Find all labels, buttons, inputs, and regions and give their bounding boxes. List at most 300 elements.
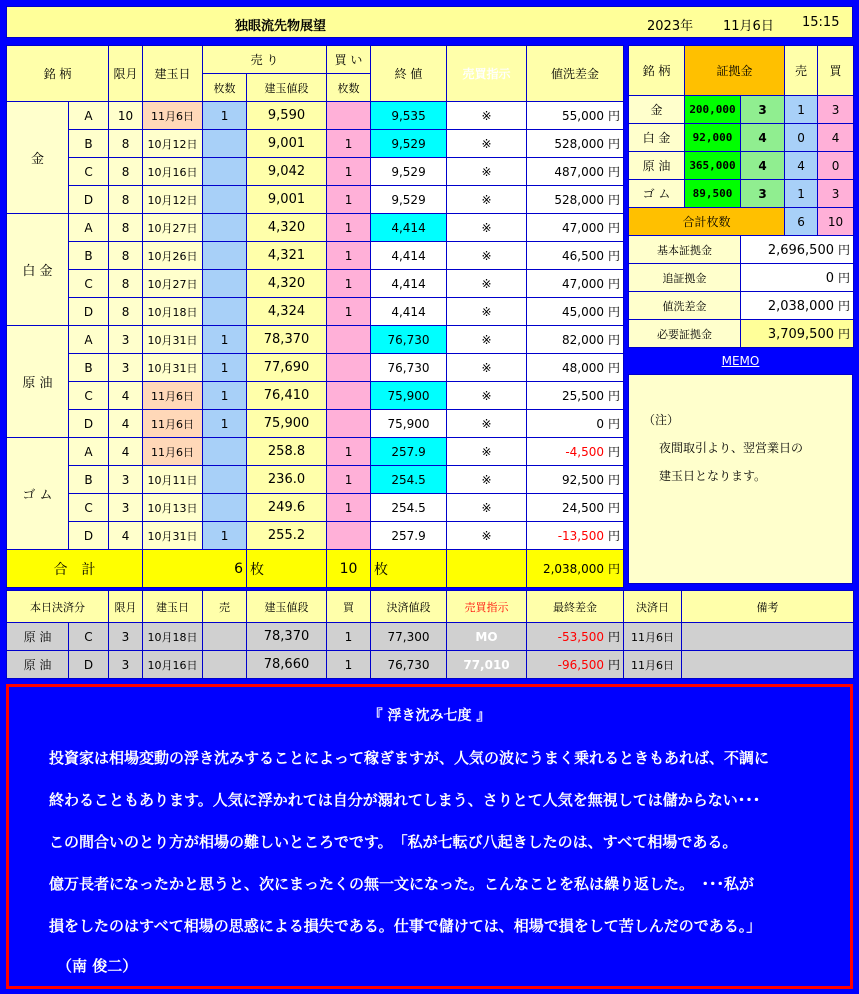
diff-amount: 45,000 [562, 305, 605, 319]
margin-multiplier: 4 [741, 152, 785, 180]
contract-month: 3 [109, 494, 143, 522]
yen-unit: 円 [608, 445, 621, 459]
settle-col-instruction: 売買指示 [447, 591, 527, 623]
contract-month: 8 [109, 186, 143, 214]
settle-value: 76,730 [371, 651, 447, 679]
contract-month: 8 [109, 158, 143, 186]
instruction[interactable]: ※ [447, 270, 527, 298]
col-meigara: 銘 柄 [7, 46, 109, 102]
position-date: 10月27日 [143, 270, 203, 298]
position-date: 10月31日 [143, 354, 203, 382]
instruction[interactable]: ※ [447, 102, 527, 130]
position-price: 9,001 [247, 186, 327, 214]
memo-line-3: 建玉日となります。 [659, 469, 767, 483]
table-row [7, 438, 624, 466]
position-date: 10月31日 [143, 326, 203, 354]
margin-total-buy: 10 [818, 208, 854, 236]
summary-amount: 2,696,500 [767, 243, 834, 258]
summary-label: 値洗差金 [629, 292, 741, 320]
slot-label: C [69, 382, 109, 410]
summary-amount: 0 [825, 271, 834, 286]
sell-count [203, 214, 247, 242]
settle-price: 78,660 [247, 651, 327, 679]
table-row [7, 354, 624, 382]
yen-unit: 円 [838, 271, 851, 285]
margin-sell: 0 [785, 124, 818, 152]
sell-count [203, 438, 247, 466]
yen-unit: 円 [838, 243, 851, 257]
diff-amount: -4,500 [565, 445, 605, 459]
buy-count: 1 [327, 438, 371, 466]
buy-count: 1 [327, 186, 371, 214]
margin-row [629, 152, 854, 180]
settle-instruction: MO [447, 623, 527, 651]
instruction[interactable]: ※ [447, 186, 527, 214]
close-price: 4,414 [371, 270, 447, 298]
table-row [7, 186, 624, 214]
instruction[interactable]: ※ [447, 410, 527, 438]
close-price: 4,414 [371, 242, 447, 270]
slot-label: A [69, 326, 109, 354]
summary-value [741, 264, 854, 292]
margin-sell: 1 [785, 96, 818, 124]
buy-count: 1 [327, 242, 371, 270]
diff-amount: 25,500 [562, 389, 605, 403]
table-row [7, 158, 624, 186]
close-price: 254.5 [371, 466, 447, 494]
settle-final [527, 651, 624, 679]
close-price: 9,535 [371, 102, 447, 130]
margin-amount: 89,500 [685, 180, 741, 208]
quote-author: （南 俊二） [57, 957, 138, 975]
title-bar [6, 6, 853, 38]
yen-unit: 円 [608, 249, 621, 263]
contract-month: 10 [109, 102, 143, 130]
buy-count: 1 [327, 130, 371, 158]
instruction[interactable]: ※ [447, 522, 527, 550]
header-time: 15:15 [802, 15, 840, 30]
position-price: 9,590 [247, 102, 327, 130]
margin-buy: 0 [818, 152, 854, 180]
col-tateday: 建玉日 [143, 46, 203, 102]
close-price: 75,900 [371, 410, 447, 438]
memo-header [628, 350, 853, 372]
memo-line-1: （注） [643, 413, 680, 427]
settlement-table [6, 590, 854, 679]
diff-value [527, 270, 624, 298]
diff-amount: 82,000 [562, 333, 605, 347]
slot-label: C [69, 158, 109, 186]
yen-unit: 円 [608, 277, 621, 291]
close-price: 9,529 [371, 158, 447, 186]
margin-col-amount: 証拠金 [685, 46, 785, 96]
close-price: 4,414 [371, 298, 447, 326]
instruction[interactable]: ※ [447, 354, 527, 382]
table-row [7, 326, 624, 354]
table-row [7, 494, 624, 522]
unit-label: 枚 [247, 550, 327, 588]
margin-row [629, 180, 854, 208]
buy-count [327, 354, 371, 382]
settle-col-settle: 決済値段 [371, 591, 447, 623]
yen-unit: 円 [608, 193, 621, 207]
instruction[interactable]: ※ [447, 466, 527, 494]
quote-panel [6, 684, 853, 989]
slot-label: A [69, 102, 109, 130]
margin-sell: 4 [785, 152, 818, 180]
col-close: 終 値 [371, 46, 447, 102]
summary-value [741, 292, 854, 320]
sell-count [203, 270, 247, 298]
table-row [7, 382, 624, 410]
contract-month: 8 [109, 298, 143, 326]
diff-amount: 24,500 [562, 501, 605, 515]
position-price: 77,690 [247, 354, 327, 382]
buy-count [327, 382, 371, 410]
position-price: 9,001 [247, 130, 327, 158]
table-row [7, 214, 624, 242]
position-date: 10月11日 [143, 466, 203, 494]
position-price: 78,370 [247, 326, 327, 354]
settle-month: 3 [109, 651, 143, 679]
sell-count: 1 [203, 326, 247, 354]
total-row [7, 550, 624, 588]
yen-unit: 円 [608, 473, 621, 487]
buy-count [327, 326, 371, 354]
diff-amount: 55,000 [562, 109, 605, 123]
diff-value [527, 438, 624, 466]
instruction[interactable]: ※ [447, 158, 527, 186]
settle-col-date: 建玉日 [143, 591, 203, 623]
total-buy: 10 [327, 550, 371, 588]
yen-unit: 円 [608, 165, 621, 179]
close-price: 75,900 [371, 382, 447, 410]
instruction[interactable]: ※ [447, 130, 527, 158]
settle-col-final: 最終差金 [527, 591, 624, 623]
settle-slot: D [69, 651, 109, 679]
settle-col-note: 備考 [682, 591, 854, 623]
diff-value [527, 326, 624, 354]
yen-unit: 円 [607, 658, 620, 672]
buy-count: 1 [327, 494, 371, 522]
diff-value [527, 410, 624, 438]
contract-month: 3 [109, 354, 143, 382]
position-date: 10月31日 [143, 522, 203, 550]
table-row [7, 130, 624, 158]
position-price: 4,321 [247, 242, 327, 270]
margin-commodity: 原 油 [629, 152, 685, 180]
total-diff-amount: 2,038,000 [542, 562, 605, 576]
diff-amount: 46,500 [562, 249, 605, 263]
settle-sell [203, 651, 247, 679]
slot-label: B [69, 466, 109, 494]
slot-label: D [69, 522, 109, 550]
yen-unit: 円 [608, 417, 621, 431]
total-label: 合 計 [7, 550, 143, 588]
settle-buy: 1 [327, 623, 371, 651]
yen-unit: 円 [608, 305, 621, 319]
buy-count [327, 522, 371, 550]
yen-unit: 円 [608, 221, 621, 235]
close-price: 76,730 [371, 326, 447, 354]
margin-total-label: 合計枚数 [629, 208, 785, 236]
margin-summary-row [629, 320, 854, 348]
yen-unit: 円 [608, 361, 621, 375]
summary-amount: 3,709,500 [767, 327, 834, 342]
settle-col-day: 決済日 [624, 591, 682, 623]
yen-unit: 円 [608, 137, 621, 151]
contract-month: 3 [109, 326, 143, 354]
position-price: 9,042 [247, 158, 327, 186]
settle-month: 3 [109, 623, 143, 651]
sell-count [203, 130, 247, 158]
unit-label: 枚 [371, 550, 447, 588]
settle-note [682, 651, 854, 679]
close-price: 254.5 [371, 494, 447, 522]
margin-table [628, 45, 854, 348]
position-date: 11月6日 [143, 410, 203, 438]
settle-date: 10月18日 [143, 623, 203, 651]
slot-label: B [69, 130, 109, 158]
yen-unit: 円 [608, 529, 621, 543]
diff-amount: 487,000 [554, 165, 605, 179]
diff-amount: 47,000 [562, 277, 605, 291]
margin-col-sell: 売 [785, 46, 818, 96]
margin-amount: 365,000 [685, 152, 741, 180]
col-instruction: 売買指示 [447, 46, 527, 102]
margin-multiplier: 4 [741, 124, 785, 152]
yen-unit: 円 [608, 333, 621, 347]
diff-value [527, 466, 624, 494]
table-row [7, 270, 624, 298]
margin-multiplier: 3 [741, 96, 785, 124]
diff-value [527, 354, 624, 382]
memo-line-2: 夜間取引より、翌営業日の [659, 441, 804, 455]
settle-value: 77,300 [371, 623, 447, 651]
margin-buy: 3 [818, 96, 854, 124]
settle-buy: 1 [327, 651, 371, 679]
margin-summary-row [629, 236, 854, 264]
diff-value [527, 158, 624, 186]
position-price: 4,324 [247, 298, 327, 326]
settle-date: 10月16日 [143, 651, 203, 679]
positions-table [6, 45, 624, 588]
close-price: 9,529 [371, 186, 447, 214]
sell-count: 1 [203, 102, 247, 130]
margin-total-sell: 6 [785, 208, 818, 236]
contract-month: 8 [109, 270, 143, 298]
diff-value [527, 242, 624, 270]
col-sell: 売 り [203, 46, 327, 74]
slot-label: C [69, 494, 109, 522]
quote-title: 『 浮き沈み七度 』 [368, 708, 491, 724]
slot-label: A [69, 438, 109, 466]
blank [447, 550, 527, 588]
close-price: 257.9 [371, 438, 447, 466]
settle-day: 11月6日 [624, 623, 682, 651]
sell-count [203, 158, 247, 186]
col-gengetsu: 限月 [109, 46, 143, 102]
buy-count [327, 102, 371, 130]
instruction[interactable]: ※ [447, 438, 527, 466]
close-price: 76,730 [371, 354, 447, 382]
margin-col-buy: 買 [818, 46, 854, 96]
diff-value [527, 382, 624, 410]
sell-count [203, 242, 247, 270]
diff-value [527, 186, 624, 214]
position-date: 10月12日 [143, 186, 203, 214]
instruction[interactable]: ※ [447, 242, 527, 270]
quote-line-2: 終わることもあります。人気に浮かれては自分が溺れてしまう、さりとて人気を無視しては儲からない･･･ [49, 791, 761, 809]
instruction[interactable]: ※ [447, 494, 527, 522]
quote-line-5: 損をしたのはすべて相場の思惑による損失である。仕事で儲けては、相場で損をして苦しんだのである。」 [49, 917, 762, 935]
quote-line-4: 億万長者になったかと思うと、次にまったくの無一文になった。こんなことを私は繰り返した。 ･･･私が [49, 875, 755, 893]
summary-value [741, 236, 854, 264]
settle-col-buy: 買 [327, 591, 371, 623]
yen-unit: 円 [608, 109, 621, 123]
margin-buy: 3 [818, 180, 854, 208]
position-price: 249.6 [247, 494, 327, 522]
margin-summary-row [629, 264, 854, 292]
sell-count: 1 [203, 354, 247, 382]
diff-value [527, 214, 624, 242]
yen-unit: 円 [607, 630, 620, 644]
buy-count: 1 [327, 158, 371, 186]
table-row [7, 242, 624, 270]
settle-slot: C [69, 623, 109, 651]
position-date: 10月12日 [143, 130, 203, 158]
diff-value [527, 102, 624, 130]
yen-unit: 円 [838, 299, 851, 313]
margin-buy: 4 [818, 124, 854, 152]
instruction[interactable]: ※ [447, 382, 527, 410]
sell-count [203, 298, 247, 326]
instruction[interactable]: ※ [447, 214, 527, 242]
sell-count [203, 466, 247, 494]
diff-value [527, 522, 624, 550]
quote-line-1: 投資家は相場変動の浮き沈みすることによって稼ぎますが、人気の波にうまく乗れるときもあれば、不調に [49, 749, 770, 767]
quote-line-3: この間合いのとり方が相場の難しいところでです。 「私が七転び八起きしたのは、すべて相場である。 [49, 833, 738, 851]
sell-count: 1 [203, 522, 247, 550]
contract-month: 4 [109, 438, 143, 466]
contract-month: 8 [109, 214, 143, 242]
margin-row [629, 124, 854, 152]
yen-unit: 円 [838, 327, 851, 341]
margin-commodity: ゴ ム [629, 180, 685, 208]
settle-col-today: 本日決済分 [7, 591, 109, 623]
slot-label: B [69, 354, 109, 382]
position-price: 258.8 [247, 438, 327, 466]
total-diff [527, 550, 624, 588]
header-year: 2023年 [647, 19, 694, 34]
settle-col-month: 限月 [109, 591, 143, 623]
contract-month: 8 [109, 242, 143, 270]
contract-month: 4 [109, 522, 143, 550]
close-price: 257.9 [371, 522, 447, 550]
slot-label: B [69, 242, 109, 270]
buy-count: 1 [327, 270, 371, 298]
sell-count: 1 [203, 410, 247, 438]
memo-panel [628, 374, 853, 584]
slot-label: D [69, 410, 109, 438]
settle-final [527, 623, 624, 651]
slot-label: C [69, 270, 109, 298]
total-sell: 6 [143, 550, 247, 588]
position-date: 10月18日 [143, 298, 203, 326]
memo-link[interactable]: MEMO [721, 354, 760, 368]
contract-month: 4 [109, 410, 143, 438]
col-price: 建玉値段 [247, 74, 327, 102]
settle-day: 11月6日 [624, 651, 682, 679]
position-date: 11月6日 [143, 438, 203, 466]
yen-unit: 円 [608, 501, 621, 515]
instruction[interactable]: ※ [447, 326, 527, 354]
table-row [7, 298, 624, 326]
position-price: 4,320 [247, 214, 327, 242]
close-price: 4,414 [371, 214, 447, 242]
diff-value [527, 494, 624, 522]
col-buy: 買 い [327, 46, 371, 74]
settle-row [7, 623, 854, 651]
sell-count [203, 494, 247, 522]
margin-multiplier: 3 [741, 180, 785, 208]
table-row [7, 522, 624, 550]
instruction[interactable]: ※ [447, 298, 527, 326]
settle-note [682, 623, 854, 651]
diff-amount: 92,500 [562, 473, 605, 487]
sell-count [203, 186, 247, 214]
col-sell-count: 枚数 [203, 74, 247, 102]
settle-row [7, 651, 854, 679]
yen-unit: 円 [608, 389, 621, 403]
position-date: 10月27日 [143, 214, 203, 242]
settle-instruction: 77,010 [447, 651, 527, 679]
position-date: 10月26日 [143, 242, 203, 270]
margin-col-meigara: 銘 柄 [629, 46, 685, 96]
diff-amount: -13,500 [557, 529, 605, 543]
settle-col-price: 建玉値段 [247, 591, 327, 623]
diff-value [527, 298, 624, 326]
summary-label: 必要証拠金 [629, 320, 741, 348]
table-row [7, 102, 624, 130]
diff-amount: 48,000 [562, 361, 605, 375]
position-price: 255.2 [247, 522, 327, 550]
table-row [7, 410, 624, 438]
col-diff: 値洗差金 [527, 46, 624, 102]
buy-count [327, 410, 371, 438]
page-title: 独眼流先物展望 [235, 19, 327, 34]
position-date: 10月16日 [143, 158, 203, 186]
diff-amount: 528,000 [554, 137, 605, 151]
commodity-name: ゴ ム [7, 438, 69, 550]
slot-label: A [69, 214, 109, 242]
settle-col-sell: 売 [203, 591, 247, 623]
commodity-name: 白 金 [7, 214, 69, 326]
contract-month: 3 [109, 466, 143, 494]
margin-row [629, 96, 854, 124]
diff-amount: 528,000 [554, 193, 605, 207]
settle-final-amount: -53,500 [557, 630, 604, 644]
margin-summary-row [629, 292, 854, 320]
settle-final-amount: -96,500 [557, 658, 604, 672]
col-buy-count: 枚数 [327, 74, 371, 102]
position-date: 10月13日 [143, 494, 203, 522]
settle-price: 78,370 [247, 623, 327, 651]
contract-month: 4 [109, 382, 143, 410]
summary-amount: 2,038,000 [767, 299, 834, 314]
settle-sell [203, 623, 247, 651]
margin-amount: 92,000 [685, 124, 741, 152]
